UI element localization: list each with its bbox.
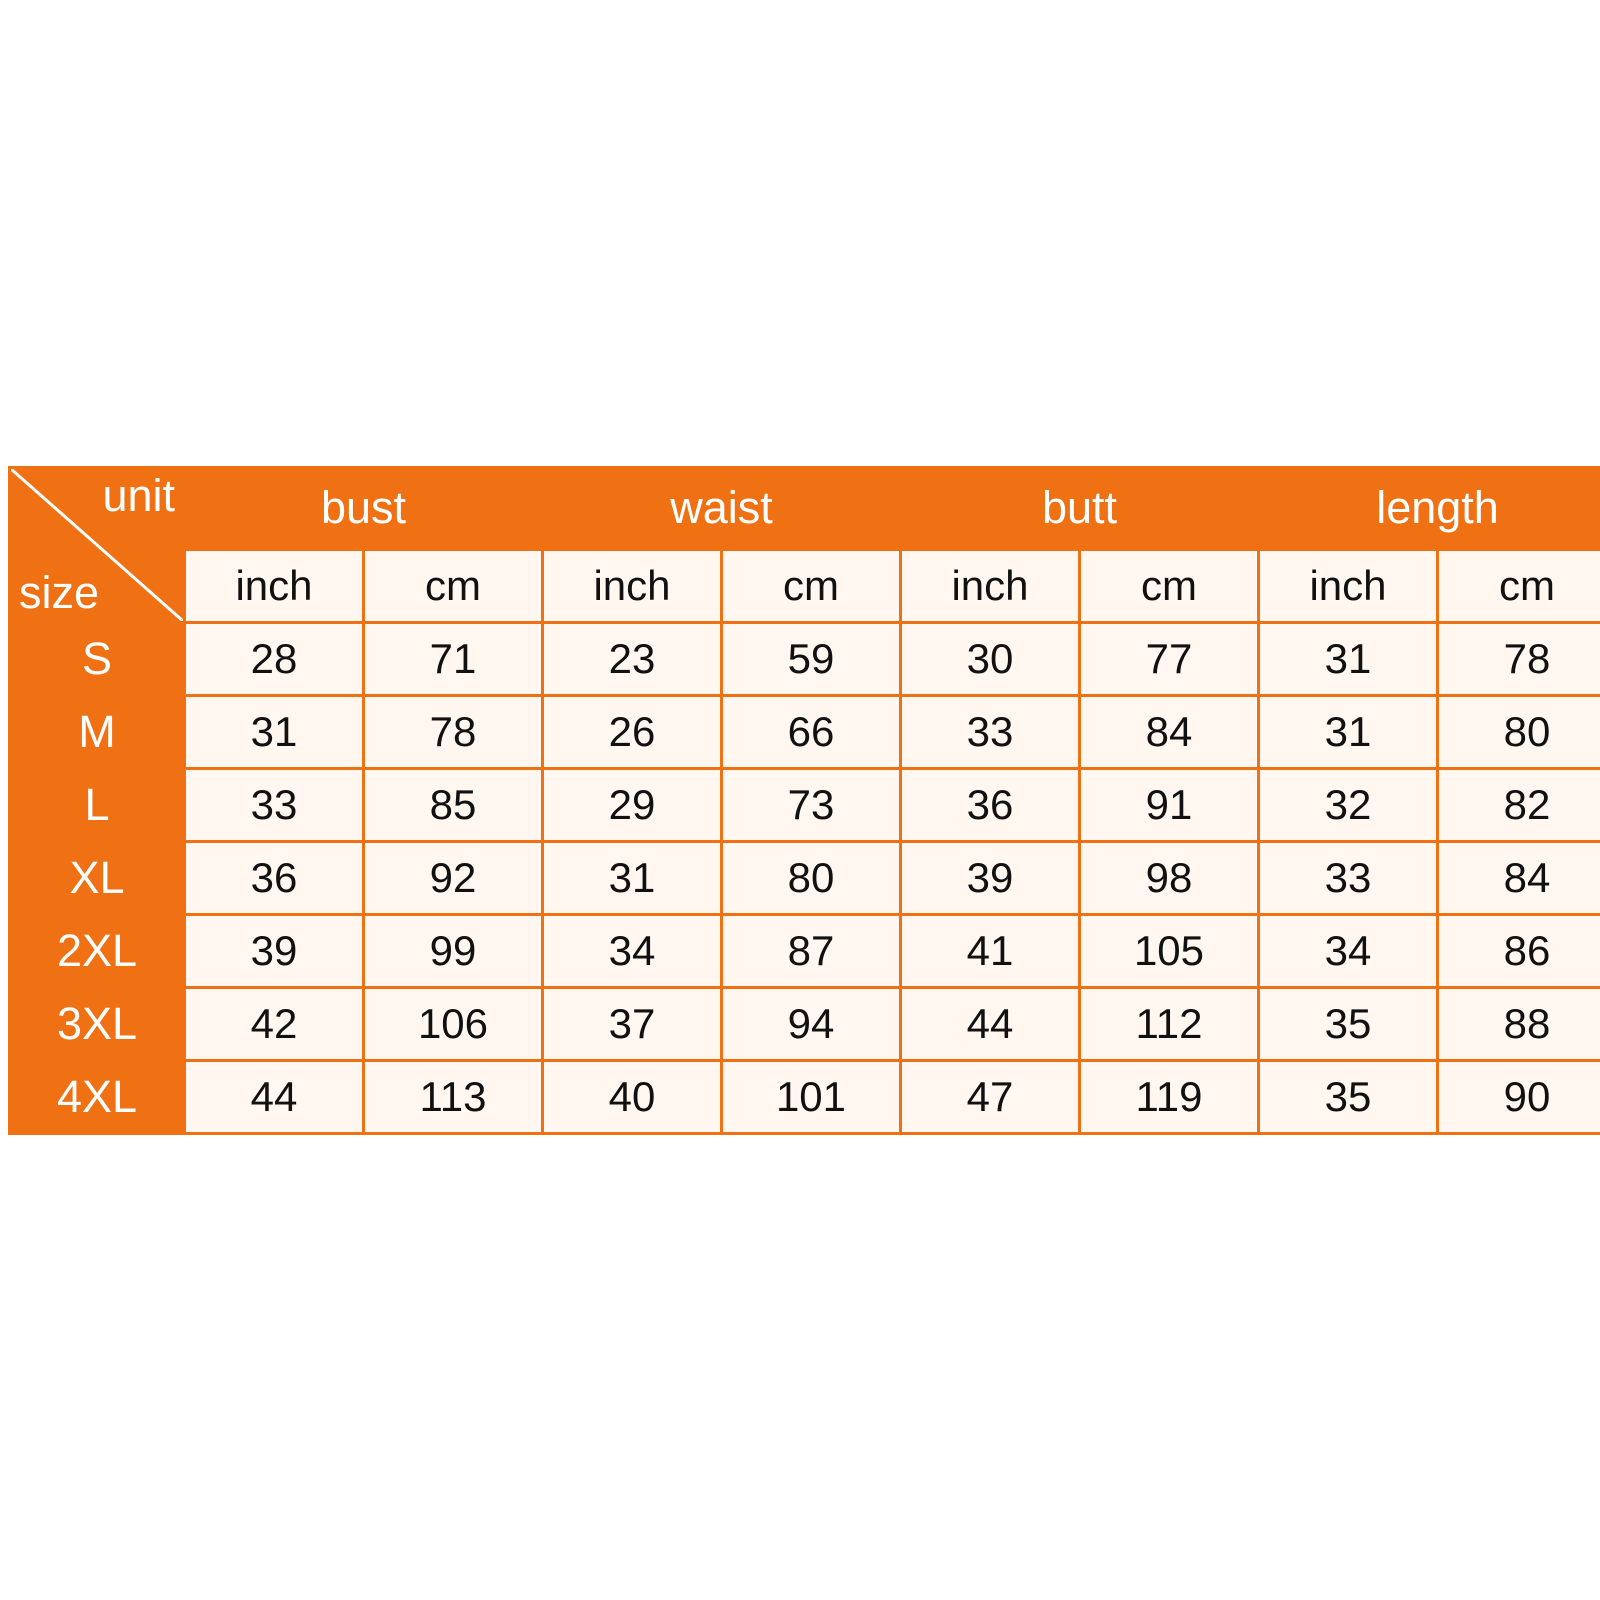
table-header-units (11, 551, 1600, 621)
table-row (11, 624, 1600, 694)
cell-4xl-butt-inch: 47 (902, 1062, 1078, 1132)
size-chart-table (8, 466, 1600, 1135)
cell-m-butt-inch: 33 (902, 697, 1078, 767)
corner-unit-size-cell (11, 469, 183, 621)
corner-unit-label: unit (102, 470, 175, 521)
unit-header-bust-cm: cm (365, 551, 541, 621)
cell-xl-length-cm: 84 (1439, 843, 1600, 913)
cell-3xl-length-cm: 88 (1439, 989, 1600, 1059)
unit-header-bust-inch: inch (186, 551, 362, 621)
cell-4xl-length-cm: 90 (1439, 1062, 1600, 1132)
table-row (11, 843, 1600, 913)
cell-2xl-butt-inch: 41 (902, 916, 1078, 986)
cell-3xl-bust-cm: 106 (365, 989, 541, 1059)
cell-s-butt-cm: 77 (1081, 624, 1257, 694)
cell-xl-butt-inch: 39 (902, 843, 1078, 913)
corner-size-label: size (19, 567, 100, 618)
cell-xl-butt-cm: 98 (1081, 843, 1257, 913)
size-label-m: M (11, 697, 183, 767)
cell-4xl-butt-cm: 119 (1081, 1062, 1257, 1132)
size-label-3xl: 3XL (11, 989, 183, 1059)
unit-header-waist-inch: inch (544, 551, 720, 621)
cell-2xl-length-inch: 34 (1260, 916, 1436, 986)
cell-3xl-butt-cm: 112 (1081, 989, 1257, 1059)
cell-3xl-waist-inch: 37 (544, 989, 720, 1059)
cell-m-bust-cm: 78 (365, 697, 541, 767)
cell-2xl-waist-cm: 87 (723, 916, 899, 986)
cell-s-bust-inch: 28 (186, 624, 362, 694)
table-row (11, 916, 1600, 986)
table-header-groups (11, 469, 1600, 548)
cell-l-bust-inch: 33 (186, 770, 362, 840)
cell-m-waist-inch: 26 (544, 697, 720, 767)
cell-xl-length-inch: 33 (1260, 843, 1436, 913)
cell-3xl-bust-inch: 42 (186, 989, 362, 1059)
cell-l-waist-inch: 29 (544, 770, 720, 840)
cell-2xl-bust-cm: 99 (365, 916, 541, 986)
table-row (11, 770, 1600, 840)
cell-xl-waist-inch: 31 (544, 843, 720, 913)
cell-m-length-inch: 31 (1260, 697, 1436, 767)
cell-2xl-butt-cm: 105 (1081, 916, 1257, 986)
cell-m-waist-cm: 66 (723, 697, 899, 767)
cell-l-bust-cm: 85 (365, 770, 541, 840)
cell-s-butt-inch: 30 (902, 624, 1078, 694)
unit-header-butt-inch: inch (902, 551, 1078, 621)
group-header-length: length (1260, 469, 1600, 548)
cell-xl-bust-inch: 36 (186, 843, 362, 913)
cell-3xl-length-inch: 35 (1260, 989, 1436, 1059)
cell-l-waist-cm: 73 (723, 770, 899, 840)
unit-header-waist-cm: cm (723, 551, 899, 621)
group-header-waist: waist (544, 469, 899, 548)
cell-l-butt-inch: 36 (902, 770, 1078, 840)
table-row (11, 1062, 1600, 1132)
unit-header-length-cm: cm (1439, 551, 1600, 621)
cell-m-length-cm: 80 (1439, 697, 1600, 767)
cell-s-length-cm: 78 (1439, 624, 1600, 694)
cell-4xl-waist-cm: 101 (723, 1062, 899, 1132)
group-header-bust: bust (186, 469, 541, 548)
cell-4xl-length-inch: 35 (1260, 1062, 1436, 1132)
cell-4xl-bust-inch: 44 (186, 1062, 362, 1132)
cell-xl-waist-cm: 80 (723, 843, 899, 913)
cell-l-length-cm: 82 (1439, 770, 1600, 840)
cell-3xl-butt-inch: 44 (902, 989, 1078, 1059)
size-label-xl: XL (11, 843, 183, 913)
table-row (11, 697, 1600, 767)
size-label-s: S (11, 624, 183, 694)
size-label-2xl: 2XL (11, 916, 183, 986)
table-row (11, 989, 1600, 1059)
cell-2xl-length-cm: 86 (1439, 916, 1600, 986)
cell-s-length-inch: 31 (1260, 624, 1436, 694)
cell-s-bust-cm: 71 (365, 624, 541, 694)
unit-header-length-inch: inch (1260, 551, 1436, 621)
cell-3xl-waist-cm: 94 (723, 989, 899, 1059)
size-chart-container (8, 466, 1592, 1135)
cell-m-butt-cm: 84 (1081, 697, 1257, 767)
cell-l-length-inch: 32 (1260, 770, 1436, 840)
cell-2xl-waist-inch: 34 (544, 916, 720, 986)
cell-s-waist-inch: 23 (544, 624, 720, 694)
size-label-4xl: 4XL (11, 1062, 183, 1132)
cell-2xl-bust-inch: 39 (186, 916, 362, 986)
cell-m-bust-inch: 31 (186, 697, 362, 767)
cell-s-waist-cm: 59 (723, 624, 899, 694)
group-header-butt: butt (902, 469, 1257, 548)
cell-4xl-bust-cm: 113 (365, 1062, 541, 1132)
cell-4xl-waist-inch: 40 (544, 1062, 720, 1132)
cell-l-butt-cm: 91 (1081, 770, 1257, 840)
unit-header-butt-cm: cm (1081, 551, 1257, 621)
size-label-l: L (11, 770, 183, 840)
cell-xl-bust-cm: 92 (365, 843, 541, 913)
